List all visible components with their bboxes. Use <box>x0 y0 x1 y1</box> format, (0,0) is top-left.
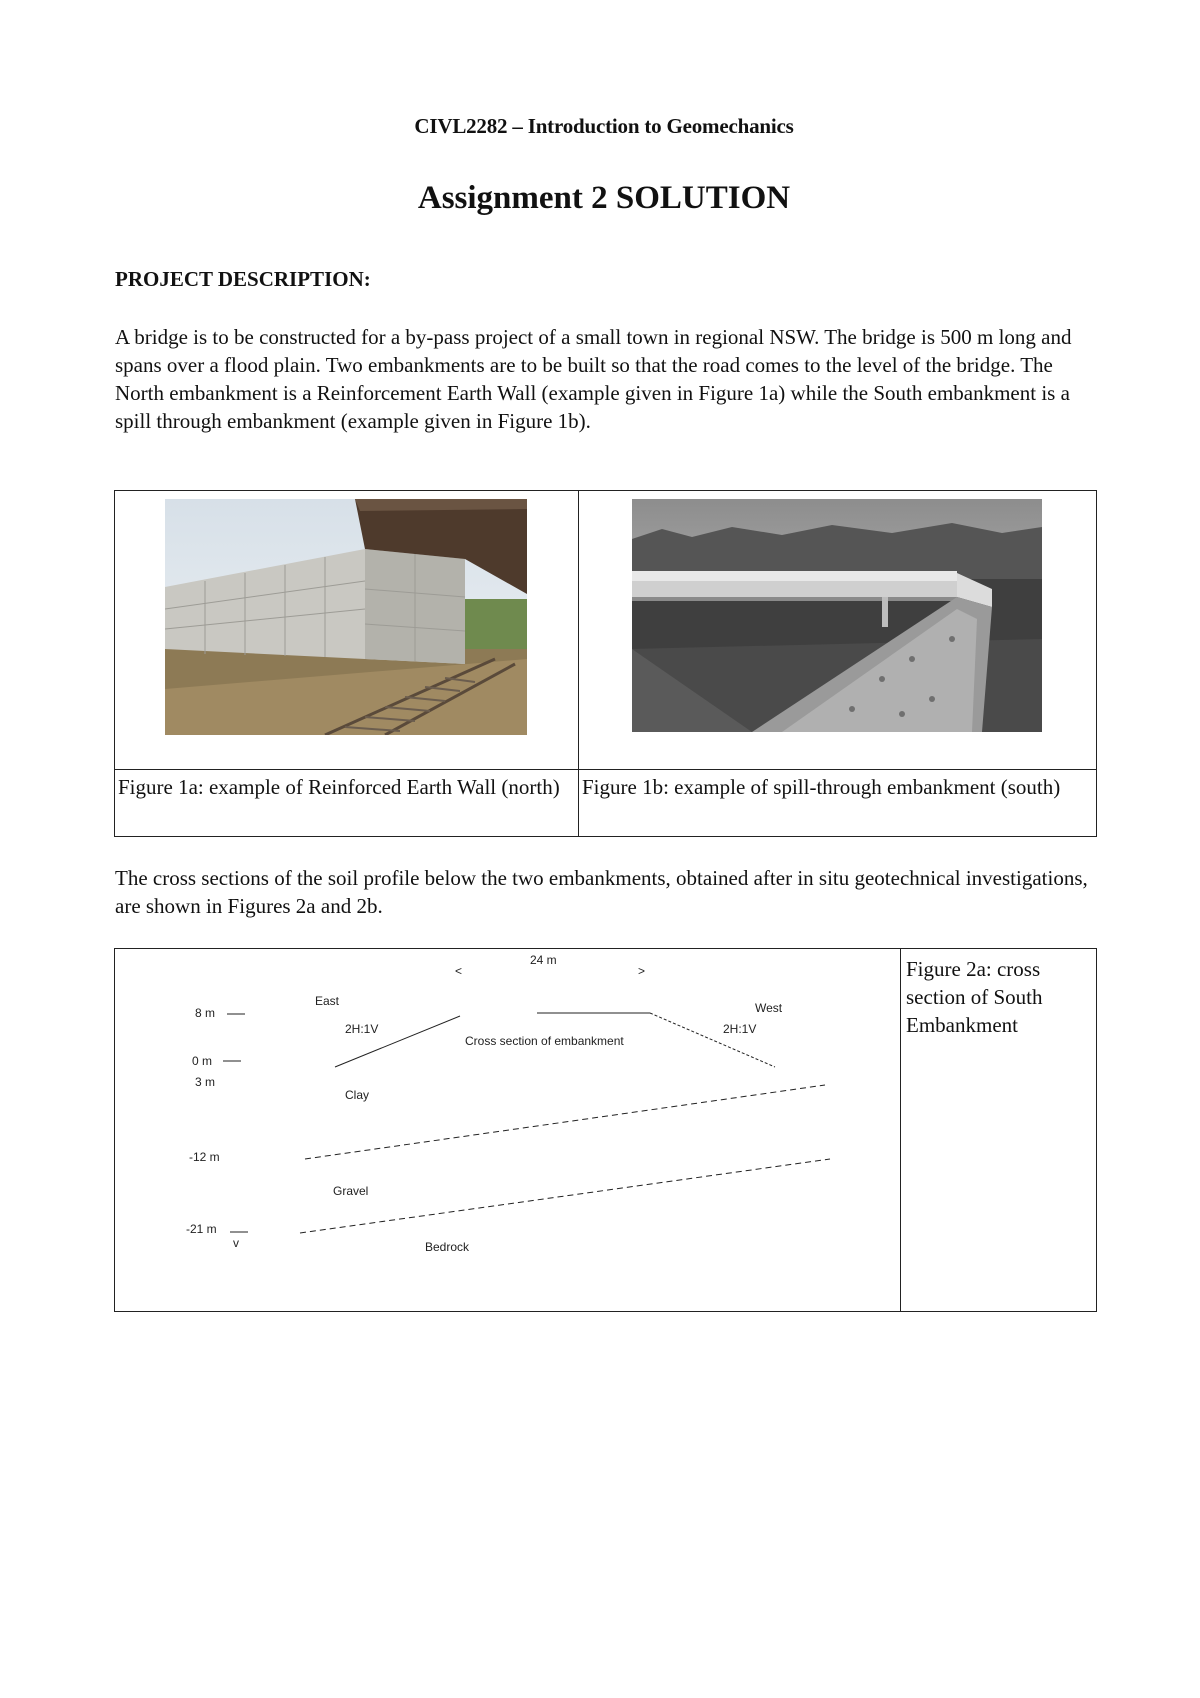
level-21m: -21 m <box>186 1222 217 1236</box>
east-label: East <box>315 994 340 1008</box>
level-0m: 0 m <box>192 1054 213 1068</box>
bedrock-label: Bedrock <box>425 1240 470 1254</box>
figure-1-table <box>114 490 1097 837</box>
level-12m: -12 m <box>189 1150 220 1164</box>
slope-right-label: 2H:1V <box>723 1022 757 1036</box>
reinforced-earth-wall-photo <box>165 499 527 735</box>
west-label: West <box>755 1001 783 1015</box>
figure-2a-diagram-cell <box>115 949 901 1312</box>
figure-2a-caption: Figure 2a: cross section of South Embankment <box>901 949 1097 1312</box>
clay-gravel-boundary <box>305 1085 825 1159</box>
level-3m: 3 m <box>195 1075 216 1089</box>
width-arrow-right: > <box>638 964 646 978</box>
slope-left-label: 2H:1V <box>345 1022 379 1036</box>
section-heading: PROJECT DESCRIPTION: <box>115 267 371 291</box>
embankment-label: Cross section of embankment <box>465 1034 624 1048</box>
figure-1b-caption: Figure 1b: example of spill-through embankment (south) <box>579 770 1097 837</box>
width-label: 24 m <box>530 953 557 967</box>
gravel-bedrock-boundary <box>300 1159 830 1233</box>
level-8m: 8 m <box>195 1006 216 1020</box>
width-arrow-left: < <box>455 964 463 978</box>
page-title: Assignment 2 SOLUTION <box>417 180 791 216</box>
figure-1a-caption: Figure 1a: example of Reinforced Earth Wall (north) <box>115 770 579 837</box>
spill-through-embankment-photo <box>632 499 1042 732</box>
down-arrow: v <box>233 1236 239 1250</box>
course-title: CIVL2282 – Introduction to Geomechanics <box>414 114 794 138</box>
figure-1a-image-cell <box>115 491 579 770</box>
gravel-label: Gravel <box>333 1184 369 1198</box>
clay-label: Clay <box>345 1088 370 1102</box>
figure-1b-image-cell <box>579 491 1097 770</box>
figure-2-table <box>114 948 1097 1312</box>
soil-cross-section-diagram <box>115 949 900 1311</box>
cross-section-paragraph: The cross sections of the soil profile below the two embankments, obtained after in situ geotechnical investigations, are shown in Figures 2a and 2b. <box>115 866 1088 918</box>
intro-paragraph: A bridge is to be constructed for a by-pass project of a small town in regional NSW. The bridge is 500 m long and spans over a flood plain. Two embankments are to be built so that the road comes to the level of the bridge. The North embankment is a Reinforcement Earth Wall (example given in Figure 1a) while the South embankment is a spill through embankment (example given in Figure 1b). <box>115 325 1072 433</box>
